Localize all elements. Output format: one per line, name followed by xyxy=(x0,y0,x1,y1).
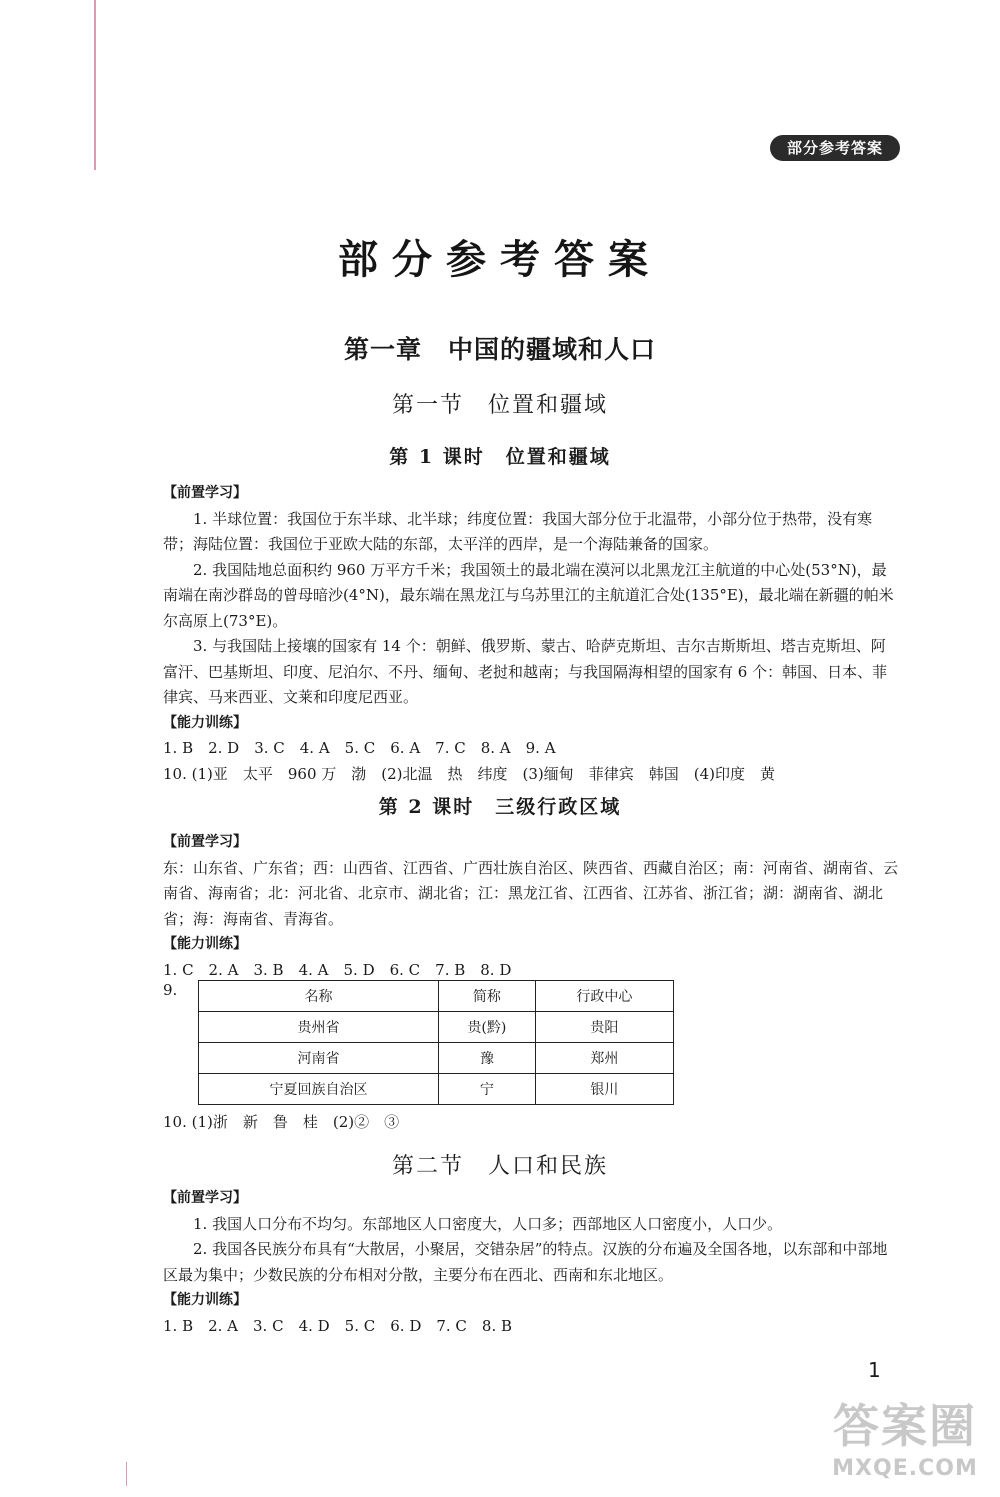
question-9-label: 9. xyxy=(163,981,178,999)
table-cell: 郑州 xyxy=(535,1043,673,1074)
table-header: 行政中心 xyxy=(535,981,673,1012)
watermark-url: MXQE.COM xyxy=(832,1456,978,1481)
lesson2-content xyxy=(163,830,900,983)
paragraph: 东：山东省、广东省；西：山西省、江西省、广西壮族自治区、陕西省、西藏自治区；南：河南省、湖南省、云南省、海南省；北：河北省、北京市、湖北省；江：黑龙江省、江西省、江苏省、浙江省；湖：湖南省、湖北省；海：海南省、青海省。 xyxy=(163,858,899,928)
table-cell: 宁夏回族自治区 xyxy=(199,1074,439,1105)
margin-line xyxy=(94,0,96,170)
page-number: 1 xyxy=(868,1358,881,1382)
answer-line: 10. (1)浙 新 鲁 桂 (2)② ③ xyxy=(163,1113,400,1131)
table-cell: 贵阳 xyxy=(535,1012,673,1043)
table-row xyxy=(199,1012,674,1043)
table-cell: 银川 xyxy=(535,1074,673,1105)
answer-line: 1. C 2. A 3. B 4. A 5. D 6. C 7. B 8. D xyxy=(163,960,512,979)
watermark-logo xyxy=(820,1398,990,1493)
paragraph: 1. 我国人口分布不均匀。东部地区人口密度大，人口多；西部地区人口密度小，人口少。 xyxy=(193,1214,783,1233)
pre-study-label: 【前置学习】 xyxy=(163,485,247,501)
lesson-title-2: 第 2 课时 三级行政区域 xyxy=(378,796,622,818)
answer-line: 1. B 2. A 3. C 4. D 5. C 6. D 7. C 8. B xyxy=(163,1316,512,1335)
page-title: 部分参考答案 xyxy=(338,237,662,283)
pre-study-label: 【前置学习】 xyxy=(163,1190,247,1206)
ability-label: 【能力训练】 xyxy=(163,714,247,731)
table-cell: 贵州省 xyxy=(199,1012,439,1043)
watermark-text: 答案圈 xyxy=(833,1399,977,1453)
chapter-title: 第一章 中国的疆域和人口 xyxy=(343,335,656,364)
table-row xyxy=(199,1043,674,1074)
table-header: 名称 xyxy=(199,981,439,1012)
lesson-title-1: 第 1 课时 位置和疆域 xyxy=(389,446,611,468)
ability-label: 【能力训练】 xyxy=(163,936,247,952)
pre-study-label: 【前置学习】 xyxy=(163,834,247,850)
table-cell: 宁 xyxy=(439,1074,536,1105)
table-cell: 河南省 xyxy=(199,1043,439,1074)
paragraph: 3. 与我国陆上接壤的国家有 14 个：朝鲜、俄罗斯、蒙古、哈萨克斯坦、吉尔吉斯斯坦、塔吉克斯坦、阿富汗、巴基斯坦、印度、尼泊尔、不丹、缅甸、老挝和越南；与我国隔海相望的国家有 6 个：韩国、日本、菲律宾、马来西亚、文莱和印度尼西亚。 xyxy=(163,637,888,706)
question-10 xyxy=(163,1110,900,1136)
table-cell: 豫 xyxy=(439,1043,536,1074)
table-cell: 贵(黔) xyxy=(439,1012,536,1043)
answer-line: 10. (1)亚 太平 960 万 渤 (2)北温 热 纬度 (3)缅甸 菲律宾 韩国 (4)印度 黄 xyxy=(163,764,776,783)
answer-line: 1. B 2. D 3. C 4. A 5. C 6. A 7. C 8. A 9. A xyxy=(163,739,556,757)
lesson1-content xyxy=(163,481,900,787)
ability-label: 【能力训练】 xyxy=(163,1292,247,1308)
margin-line-bottom xyxy=(126,1462,127,1486)
province-table xyxy=(198,980,674,1105)
section-title-1: 第一节 位置和疆域 xyxy=(391,393,608,418)
table-header-row xyxy=(199,981,674,1012)
table-header: 简称 xyxy=(439,981,536,1012)
table-row xyxy=(199,1074,674,1105)
section2-content xyxy=(163,1186,900,1339)
paragraph: 2. 我国陆地总面积约 960 万平方千米；我国领土的最北端在漠河以北黑龙江主航道的中心处(53°N)，最南端在南沙群岛的曾母暗沙(4°N)，最东端在黑龙江与乌苏里江的主航道汇合处(135°E)，最北端在新疆的帕米尔高原上(73°E)。 xyxy=(163,560,894,630)
paragraph: 1. 半球位置：我国位于东半球、北半球；纬度位置：我国大部分位于北温带，小部分位于热带，没有寒带；海陆位置：我国位于亚欧大陆的东部，太平洋的西岸，是一个海陆兼备的国家。 xyxy=(163,509,873,553)
header-tag: 部分参考答案 xyxy=(770,135,900,161)
section-title-2: 第二节 人口和民族 xyxy=(391,1154,608,1179)
paragraph: 2. 我国各民族分布具有“大散居，小聚居，交错杂居”的特点。汉族的分布遍及全国各地，以东部和中部地区最为集中；少数民族的分布相对分散，主要分布在西北、西南和东北地区。 xyxy=(163,1240,888,1284)
